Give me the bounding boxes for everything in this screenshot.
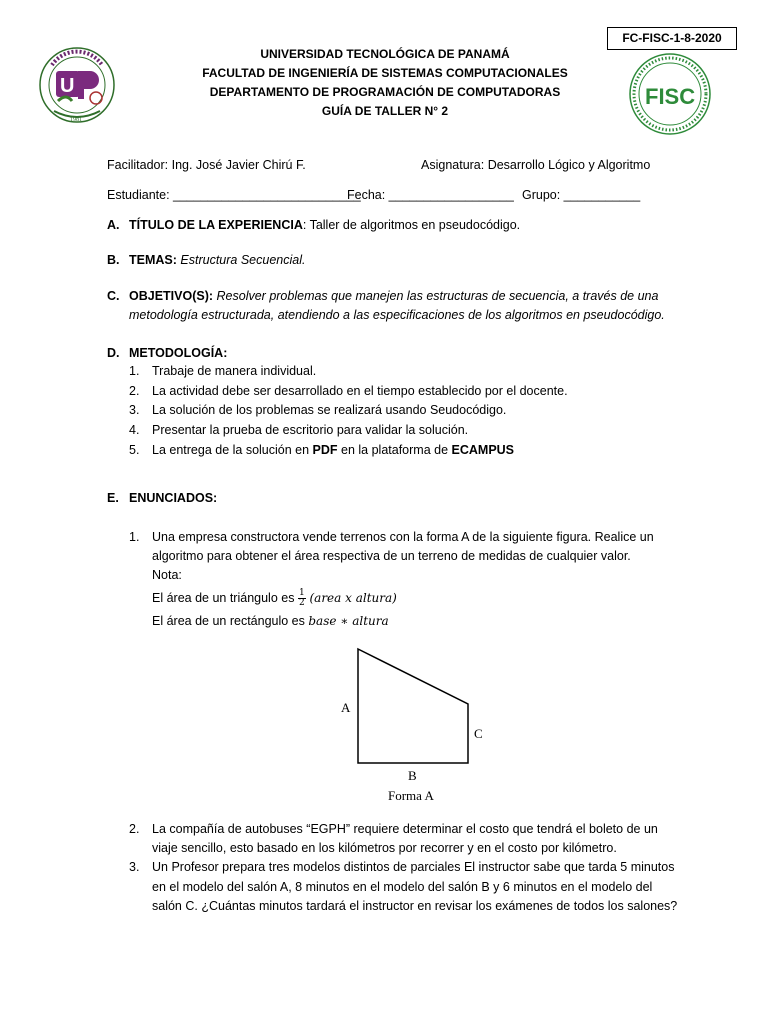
section-c-line2: metodología estructurada, atendiendo a las especificaciones de los algoritmos en pseudocódigo. [129, 308, 665, 322]
method-item-5 [152, 443, 514, 457]
svg-text:FISC: FISC [645, 84, 696, 109]
triangle-area-formula: (area x altura) [305, 591, 397, 605]
label-side-a: A [341, 700, 351, 715]
rectangle-area-label: El área de un rectángulo es [152, 614, 309, 628]
method-item-5-pre: La entrega de la solución en [152, 443, 313, 457]
section-b [129, 253, 305, 267]
method-item-4: Presentar la prueba de escritorio para validar la solución. [152, 423, 469, 437]
problem-2-line1: La compañía de autobuses “EGPH” requiere determinar el costo que tendrá el boleto de un [152, 822, 658, 836]
document-code: FC-FISC-1-8-2020 [607, 27, 737, 50]
section-c-text1: Resolver problemas que manejen las estructuras de secuencia, a través de una [213, 289, 659, 303]
section-b-letter: B. [107, 253, 120, 267]
section-a-text: : Taller de algoritmos en pseudocódigo. [302, 218, 521, 232]
method-item-2-num: 2. [129, 384, 140, 398]
section-d-title: METODOLOGÍA: [129, 346, 228, 360]
section-c-title: OBJETIVO(S): [129, 289, 214, 303]
problem-2-num: 2. [129, 822, 140, 836]
header-faculty: FACULTAD DE INGENIERÍA DE SISTEMAS COMPUTACIONALES [202, 66, 568, 80]
section-a [129, 218, 520, 232]
method-item-2: La actividad debe ser desarrollado en el tiempo establecido por el docente. [152, 384, 568, 398]
section-a-letter: A. [107, 218, 120, 232]
method-item-1-num: 1. [129, 364, 140, 378]
method-item-4-num: 4. [129, 423, 140, 437]
shape-a-figure [330, 640, 500, 810]
rectangle-area-note [152, 614, 389, 628]
problem-3-line2: en el modelo del salón A, 8 minutos en el modelo del salón B y 6 minutos en el modelo del [152, 880, 653, 894]
shape-a-polygon [358, 649, 468, 763]
problem-1-nota: Nota: [152, 568, 182, 582]
header-department: DEPARTAMENTO DE PROGRAMACIÓN DE COMPUTADORAS [209, 85, 561, 99]
rectangle-area-formula: base ∗ altura [308, 614, 389, 628]
method-item-1: Trabaje de manera individual. [152, 364, 317, 378]
facilitator-line: Facilitador: Ing. José Javier Chirú F. [107, 158, 306, 172]
triangle-area-label: El área de un triángulo es [152, 591, 298, 605]
group-line: Grupo: ___________ [522, 188, 641, 202]
problem-3-line1: Un Profesor prepara tres modelos distintos de parciales El instructor sabe que tarda 5 minutos [152, 860, 675, 874]
figure-caption: Forma A [388, 788, 434, 803]
header-guide-title: GUÍA DE TALLER N° 2 [321, 104, 449, 118]
section-d-letter: D. [107, 346, 120, 360]
method-item-3-num: 3. [129, 403, 140, 417]
section-e-title: ENUNCIADOS: [129, 491, 218, 505]
problem-2-line2: viaje sencillo, esto basado en los kilómetros por recorrer y en el costo por kilómetro. [152, 841, 617, 855]
method-item-5-num: 5. [129, 443, 140, 457]
svg-text:U: U [60, 75, 75, 97]
method-item-5-ecampus: ECAMPUS [451, 443, 515, 457]
label-side-c: C [474, 726, 483, 741]
fraction-denominator: 2 [298, 598, 305, 609]
date-line: Fecha: __________________ [347, 188, 514, 202]
problem-1-num: 1. [129, 530, 140, 544]
header-university: UNIVERSIDAD TECNOLÓGICA DE PANAMÁ [260, 47, 510, 61]
section-c-letter: C. [107, 289, 120, 303]
section-e-letter: E. [107, 491, 119, 505]
fraction-numerator: 1 [298, 588, 305, 599]
triangle-area-note [152, 587, 397, 609]
one-half-fraction [298, 589, 306, 608]
fisc-logo [628, 52, 712, 136]
svg-text:1981: 1981 [70, 117, 82, 123]
label-side-b: B [408, 768, 417, 783]
section-b-title: TEMAS: [129, 253, 177, 267]
method-item-3: La solución de los problemas se realizará usando Seudocódigo. [152, 403, 507, 417]
section-b-text: Estructura Secuencial. [176, 253, 306, 267]
subject-line: Asignatura: Desarrollo Lógico y Algoritmo [421, 158, 651, 172]
method-item-5-pdf: PDF [312, 443, 338, 457]
student-line: Estudiante: ___________________________ [107, 188, 361, 202]
problem-3-num: 3. [129, 860, 140, 874]
utp-logo [38, 45, 116, 127]
section-c-line1 [129, 289, 658, 303]
problem-1-line2: algoritmo para obtener el área respectiva de un terreno de medidas de cualquier valor. [152, 549, 631, 563]
problem-3-line3: salón C. ¿Cuántas minutos tardará el instructor en revisar los exámenes de todos los salones? [152, 899, 678, 913]
problem-1-line1: Una empresa constructora vende terrenos con la forma A de la siguiente figura. Realice un [152, 530, 654, 544]
method-item-5-mid: en la plataforma de [337, 443, 452, 457]
section-a-title: TÍTULO DE LA EXPERIENCIA [129, 218, 303, 232]
